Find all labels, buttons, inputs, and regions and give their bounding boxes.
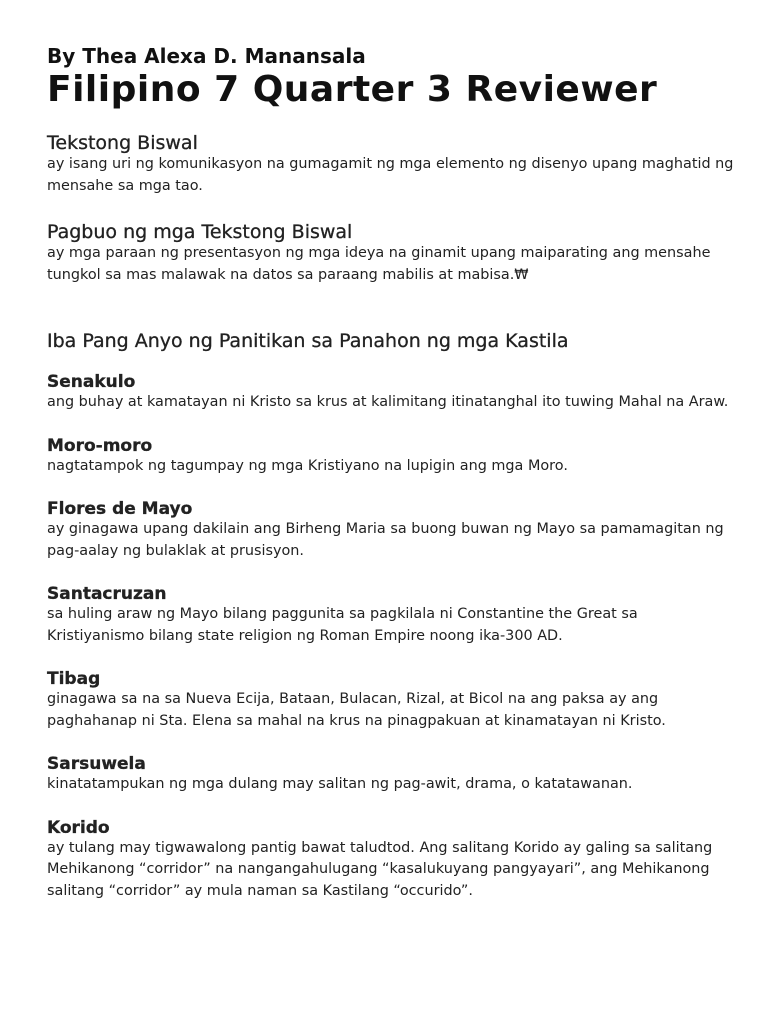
entry-sarsuwela bbox=[47, 754, 737, 796]
entry-term: Tibag bbox=[47, 669, 101, 689]
section-heading: Tekstong Biswal bbox=[47, 132, 198, 154]
entry-definition: ay tulang may tigwawalong pantig bawat taludtod. Ang salitang Korido ay galing sa salitang Mehikanong “corridor” na nangangahulugang “kasalukuyang pangyayari”, ang Mehikanong salitang “corridor” ay mula naman sa Kastilang “occurido”. bbox=[47, 839, 713, 899]
section-heading: Iba Pang Anyo ng Panitikan sa Panahon ng mga Kastila bbox=[47, 330, 569, 352]
section-body: ay mga paraan ng presentasyon ng mga ideya na ginamit upang maiparating ang mensahe tungkol sa mas malawak na datos sa paraang mabilis at mabisa.₩ bbox=[47, 245, 711, 283]
entry-term: Santacruzan bbox=[47, 584, 167, 604]
entry-term: Sarsuwela bbox=[47, 754, 146, 774]
section-tekstong-biswal bbox=[47, 132, 737, 197]
section-panitikan bbox=[47, 330, 737, 902]
entry-definition: ginagawa sa na sa Nueva Ecija, Bataan, Bulacan, Rizal, at Bicol na ang paksa ay ang paghahanap ni Sta. Elena sa mahal na krus na pinagpakuan at kinamatayan ni Kristo. bbox=[47, 691, 666, 729]
document-page bbox=[47, 44, 737, 902]
entry-term: Flores de Mayo bbox=[47, 499, 193, 519]
entry-definition: nagtatampok ng tagumpay ng mga Kristiyano na lupigin ang mga Moro. bbox=[47, 457, 568, 474]
entry-term: Moro-moro bbox=[47, 435, 153, 456]
entry-santacruzan bbox=[47, 584, 737, 647]
entry-definition: ang buhay at kamatayan ni Kristo sa krus at kalimitang itinatanghal ito tuwing Mahal na Araw. bbox=[47, 394, 729, 410]
document-title: Filipino 7 Quarter 3 Reviewer bbox=[47, 69, 658, 110]
entry-flores-de-mayo bbox=[47, 499, 737, 562]
author-line: By Thea Alexa D. Manansala bbox=[47, 44, 366, 68]
section-heading: Pagbuo ng mga Tekstong Biswal bbox=[47, 221, 353, 243]
entry-tibag bbox=[47, 669, 737, 732]
entry-korido bbox=[47, 818, 737, 903]
entry-moro-moro bbox=[47, 436, 737, 478]
entry-term: Korido bbox=[47, 817, 110, 838]
section-pagbuo bbox=[47, 221, 737, 286]
entry-definition: kinatatampukan ng mga dulang may salitan ng pag-awit, drama, o katatawanan. bbox=[47, 776, 633, 792]
entry-definition: ay ginagawa upang dakilain ang Birheng Maria sa buong buwan ng Mayo sa pamamagitan ng pag-aalay ng bulaklak at prusisyon. bbox=[47, 521, 724, 559]
entry-definition: sa huling araw ng Mayo bilang paggunita sa pagkilala ni Constantine the Great sa Kristiyanismo bilang state religion ng Roman Empire noong ika-300 AD. bbox=[47, 606, 638, 644]
entry-senakulo bbox=[47, 372, 737, 414]
section-body: ay isang uri ng komunikasyon na gumagamit ng mga elemento ng disenyo upang maghatid ng mensahe sa mga tao. bbox=[47, 156, 734, 194]
entry-term: Senakulo bbox=[47, 372, 136, 392]
